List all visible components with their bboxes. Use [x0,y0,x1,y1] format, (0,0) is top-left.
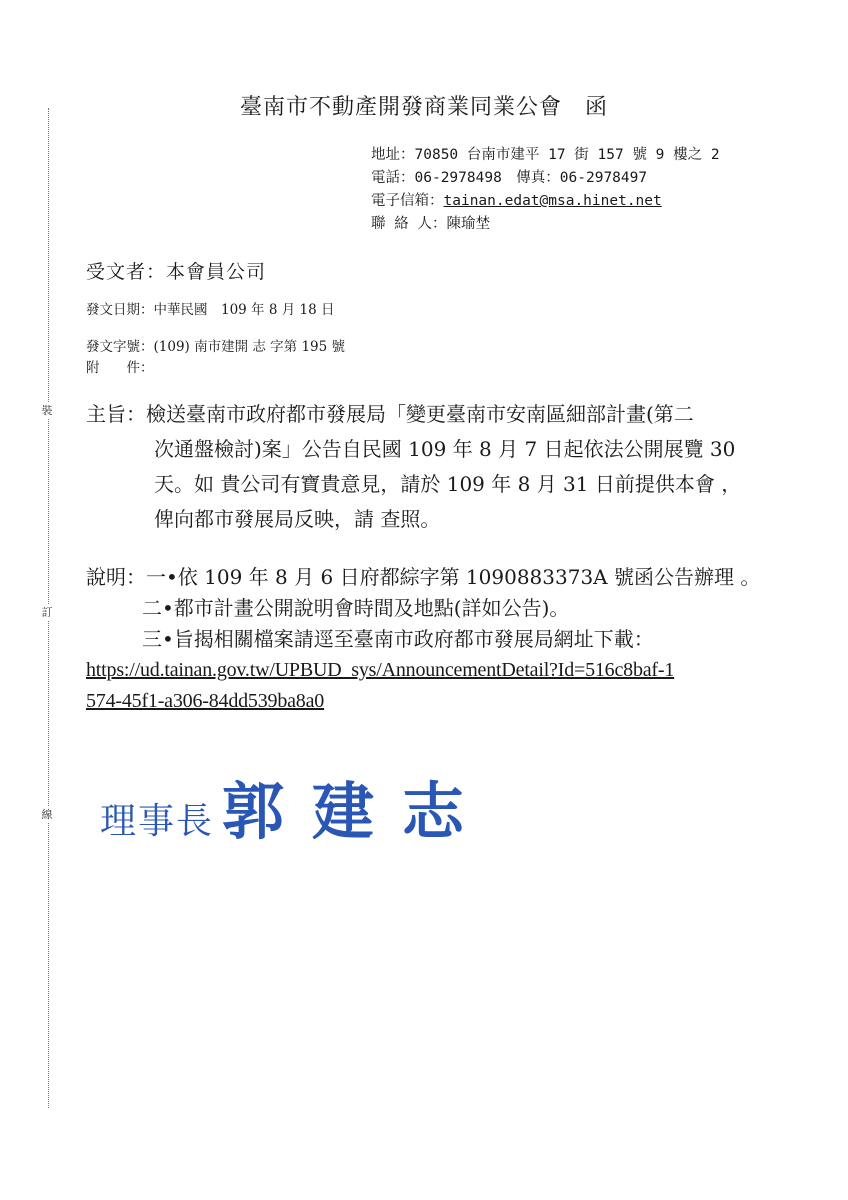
recipient-line: 受文者：本會員公司 [86,261,267,283]
explanation-item-3: 三•旨揭相關檔案請逕至臺南市政府都市發展局網址下載： [142,627,654,651]
email-label: 電子信箱： [371,193,444,209]
explanation-item-2: 二•都市計畫公開說明會時間及地點(詳如公告)。 [142,596,570,620]
address-line: 地址：70850 台南市建平 17 街 157 號 9 樓之 2 [371,147,720,163]
binding-mark-xian: 線 [36,806,58,822]
issue-date-line: 發文日期：中華民國 109 年 8 月 18 日 [86,302,335,318]
phone-fax-line: 電話：06-2978498 傳真：06-2978497 [371,170,648,186]
signature-name: 郭建志 [222,775,493,848]
subject-line-1: 主旨：檢送臺南市政府都市發展局「變更臺南市安南區細部計畫(第二 [86,402,694,426]
download-url-line-2[interactable]: 574-45f1-a306-84dd539ba8a0 [86,690,325,712]
document-number-line: 發文字號：(109) 南市建開 志 字第 195 號 [86,339,346,355]
contact-person-line: 聯 絡 人：陳瑜埜 [371,216,490,232]
subject-line-4: 俾向都市發展局反映，請 查照。 [154,507,441,531]
letterhead-title: 臺南市不動產開發商業同業公會 函 [239,95,608,120]
email-line [371,190,720,213]
subject-line-3: 天。如 貴公司有寶貴意見，請於 109 年 8 月 31 日前提供本會 ， [154,472,742,496]
subject-section [86,397,786,537]
attachment-line: 附 件： [86,360,154,376]
explanation-section [86,562,786,717]
download-url-line-1[interactable]: https://ud.tainan.gov.tw/UPBUD_sys/AnnouncementDetail?Id=516c8baf-1 [86,659,675,681]
signature-stamp [100,762,492,851]
explanation-item-1: 說明：一•依 109 年 8 月 6 日府都綜字第 1090883373A 號函公告辦理 。 [86,565,761,589]
binding-mark-zhuang: 裝 [36,402,58,418]
subject-line-2: 次通盤檢討)案」公告自民國 109 年 8 月 7 日起依法公開展覽 30 [154,437,736,461]
signature-title: 理事長 [100,801,215,842]
binding-mark-ding: 訂 [36,604,58,620]
contact-block [371,144,720,236]
email-link[interactable]: tainan.edat@msa.hinet.net [443,193,662,209]
